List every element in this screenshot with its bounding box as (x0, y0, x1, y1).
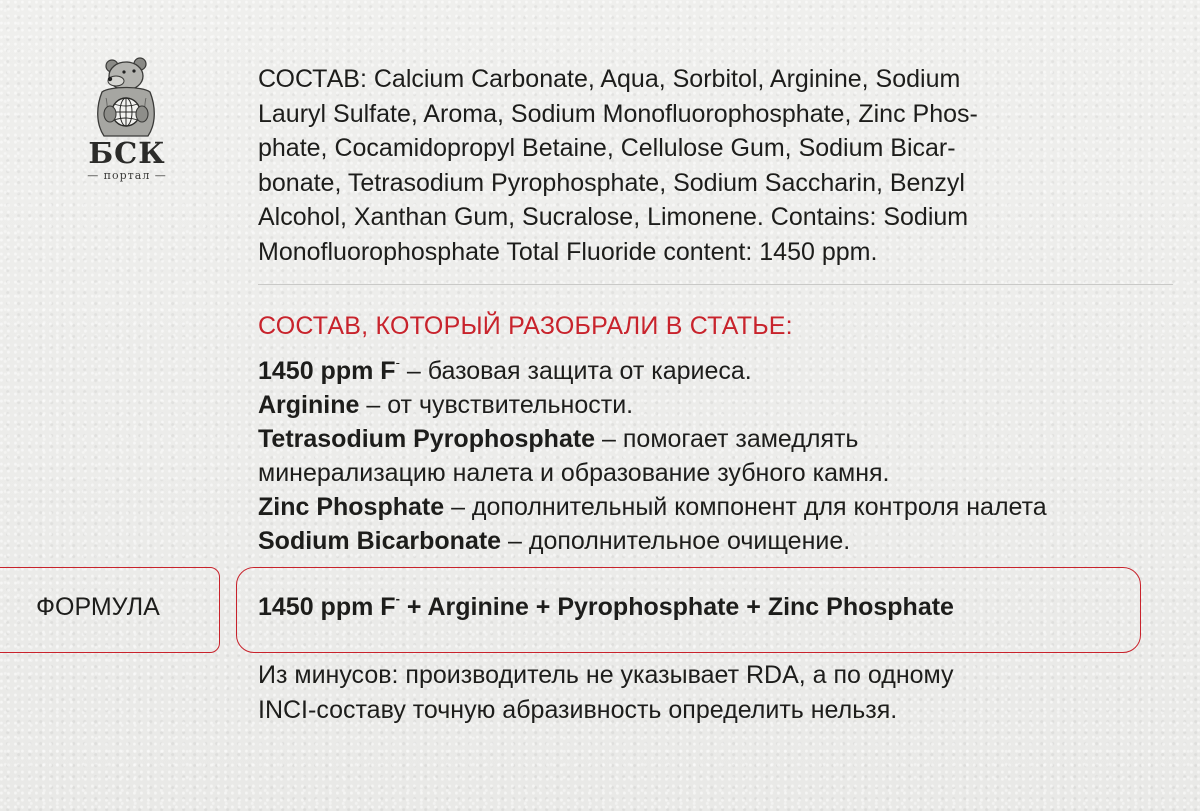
drawbacks-line: INCI-составу точную абразивность определить нельзя. (258, 696, 898, 724)
analysis-desc: – дополнительное очищение. (501, 527, 851, 555)
composition-line: bonate, Tetrasodium Pyrophosphate, Sodium Saccharin, Benzyl (258, 168, 965, 197)
formula-part1: 1450 ppm F (258, 593, 396, 621)
analysis-list (258, 354, 1158, 558)
bear-globe-icon (72, 52, 182, 142)
analysis-desc: – от чувствительности. (359, 391, 634, 419)
analysis-heading: СОСТАВ, КОТОРЫЙ РАЗОБРАЛИ В СТАТЬЕ: (258, 312, 793, 340)
formula-text (258, 590, 954, 624)
analysis-term-sup: - (395, 354, 400, 370)
analysis-term: Sodium Bicarbonate (258, 527, 502, 555)
analysis-item-pyrophosphate-cont (258, 456, 1158, 490)
formula-part2: + Arginine + Pyrophosphate + Zinc Phosphate (399, 593, 954, 621)
analysis-item-arginine (258, 388, 1158, 422)
analysis-item-pyrophosphate (258, 422, 1158, 456)
analysis-item-fluoride (258, 354, 1158, 388)
formula-label: ФОРМУЛА (36, 593, 160, 621)
analysis-term: 1450 ppm F (258, 357, 396, 385)
analysis-term: Zinc Phosphate (258, 493, 445, 521)
analysis-desc: – помогает замедлять (595, 425, 859, 453)
section-divider (258, 284, 1173, 285)
composition-line: Lauryl Sulfate, Aroma, Sodium Monofluorophosphate, Zinc Phos- (258, 99, 978, 128)
composition-line: phate, Cocamidopropyl Betaine, Cellulose Gum, Sodium Bicar- (258, 134, 956, 162)
drawbacks-line: Из минусов: производитель не указывает RDA, а по одному (258, 661, 954, 689)
drawbacks-note (258, 658, 1158, 728)
analysis-desc: – дополнительный компонент для контроля налета (444, 493, 1047, 521)
ingredients-composition (258, 62, 1118, 269)
composition-line: Monofluorophosphate Total Fluoride content: 1450 ppm. (258, 237, 878, 266)
brand-logo (72, 52, 182, 184)
analysis-item-zinc (258, 490, 1158, 524)
analysis-term: Arginine (258, 391, 360, 419)
logo-subtitle: — портал — (87, 169, 167, 182)
composition-line: СОСТАВ: Calcium Carbonate, Aqua, Sorbitol, Arginine, Sodium (258, 65, 961, 93)
analysis-item-bicarbonate (258, 524, 1158, 558)
analysis-desc: – базовая защита от кариеса. (399, 357, 752, 385)
composition-line: Alcohol, Xanthan Gum, Sucralose, Limonene. Contains: Sodium (258, 203, 969, 231)
logo-title: БСК (88, 136, 166, 170)
analysis-desc: минерализацию налета и образование зубного камня. (258, 459, 890, 487)
analysis-term: Tetrasodium Pyrophosphate (258, 425, 596, 453)
formula-sup: - (395, 590, 400, 606)
